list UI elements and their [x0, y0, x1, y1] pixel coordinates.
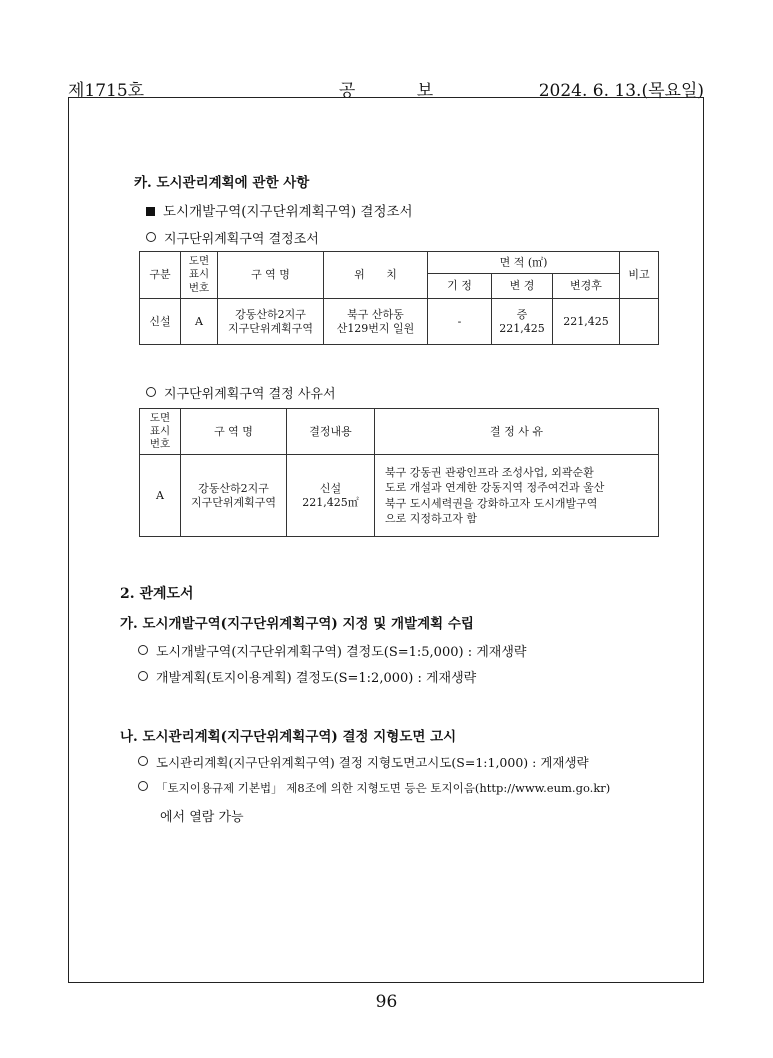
th-map-no: 도면 표시 번호 — [181, 252, 218, 299]
list-item — [138, 753, 589, 771]
table-row — [140, 455, 659, 537]
cell-change: 증 221,425 — [492, 299, 553, 345]
list-item — [138, 780, 610, 796]
th-area: 면 적 (㎡) — [428, 252, 620, 274]
section-ka-title: 카. 도시관리계획에 관한 사항 — [134, 175, 310, 191]
list-item — [138, 641, 526, 660]
table1-caption-text: 지구단위계획구역 결정조서 — [164, 232, 319, 247]
list-item — [138, 667, 476, 686]
zone-decision-table — [139, 251, 659, 345]
page-header — [68, 76, 704, 101]
square-bullet-icon — [146, 207, 155, 216]
list-item-text: 도시개발구역(지구단위계획구역) 결정도(S=1:5,000) : 게재생략 — [156, 645, 527, 660]
circle-bullet-icon — [138, 671, 148, 681]
issue-date: 2024. 6. 13.(목요일) — [538, 81, 704, 101]
th-existing: 기 정 — [428, 274, 492, 299]
th-content: 결정내용 — [287, 409, 375, 455]
list-item-text: 「토지이용규제 기본법」 제8조에 의한 지형도면 등은 토지이음(http://www.eum.go.kr) — [156, 781, 611, 795]
th-division: 구분 — [140, 252, 181, 299]
circle-bullet-icon — [146, 387, 156, 397]
table2-caption — [146, 383, 336, 402]
list-item-text: 도시관리계획(지구단위계획구역) 결정 지형도면고시도(S=1:1,000) : 게재생략 — [156, 755, 589, 770]
section-ka-subtitle — [146, 200, 413, 220]
circle-bullet-icon — [138, 756, 148, 766]
circle-bullet-icon — [138, 781, 148, 791]
section-2-title: 2. 관계도서 — [120, 586, 194, 602]
page-number: 96 — [375, 992, 398, 1012]
cell-after: 221,425 — [553, 299, 620, 345]
cell-zone-name: 강동산하2지구 지구단위계획구역 — [181, 455, 287, 537]
th-after: 변경후 — [553, 274, 620, 299]
cell-reason: 북구 강동권 관광인프라 조성사업, 외곽순환 도로 개설과 연계한 강동지역 정주여건과 울산 북구 도시세력권을 강화하고자 도시개발구역 으로 지정하고자 함 — [375, 455, 659, 537]
cell-content: 신설 221,425㎡ — [287, 455, 375, 537]
cell-zone-name: 강동산하2지구 지구단위계획구역 — [218, 299, 324, 345]
th-change: 변 경 — [492, 274, 553, 299]
cell-existing: - — [428, 299, 492, 345]
th-zone-name: 구 역 명 — [181, 409, 287, 455]
th-reason: 결 정 사 유 — [375, 409, 659, 455]
cell-location: 북구 산하동 산129번지 일원 — [324, 299, 428, 345]
table1-caption — [146, 228, 319, 247]
list-item-text: 개발계획(토지이용계획) 결정도(S=1:2,000) : 게재생략 — [156, 671, 477, 686]
table-row — [140, 299, 659, 345]
circle-bullet-icon — [138, 645, 148, 655]
th-map-no: 도면 표시 번호 — [140, 409, 181, 455]
gazette-title: 공 보 — [338, 81, 462, 101]
issue-number: 제1715호 — [68, 81, 145, 101]
cell-map-no: A — [140, 455, 181, 537]
section-2-na-title: 나. 도시관리계획(지구단위계획구역) 결정 지형도면 고시 — [120, 729, 457, 745]
section-2-ga-title: 가. 도시개발구역(지구단위계획구역) 지정 및 개발계획 수립 — [120, 616, 474, 632]
table2-caption-text: 지구단위계획구역 결정 사유서 — [164, 387, 336, 402]
list-item-continuation: 에서 열람 가능 — [160, 810, 244, 825]
th-location: 위 치 — [324, 252, 428, 299]
subtitle-text: 도시개발구역(지구단위계획구역) 결정조서 — [163, 204, 413, 220]
circle-bullet-icon — [146, 232, 156, 242]
th-zone-name: 구 역 명 — [218, 252, 324, 299]
cell-remark — [620, 299, 659, 345]
cell-division: 신설 — [140, 299, 181, 345]
cell-map-no: A — [181, 299, 218, 345]
th-remark: 비고 — [620, 252, 659, 299]
decision-reason-table — [139, 408, 659, 537]
